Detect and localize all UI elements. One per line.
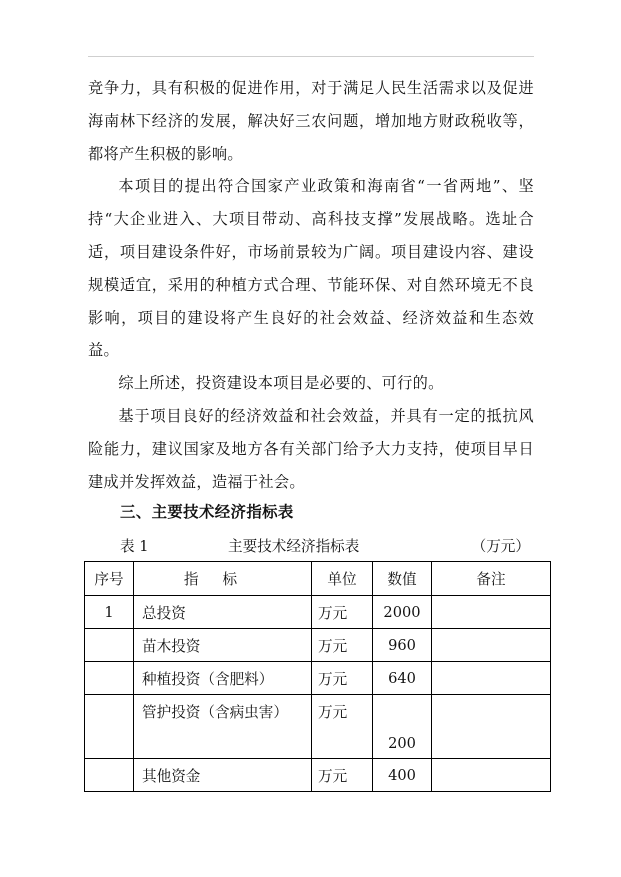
table-row <box>85 759 551 792</box>
cell-note <box>432 629 551 662</box>
table-row <box>85 629 551 662</box>
cell-value: 640 <box>373 662 432 695</box>
section-heading: 三、主要技术经济指标表 <box>120 503 294 521</box>
cell-indicator: 种植投资（含肥料） <box>134 662 312 695</box>
paragraph-4: 基于项目良好的经济效益和社会效益，并具有一定的抵抗风险能力，建议国家及地方各有关部门给予大力支持，使项目早日建成并发挥效益，造福于社会。 <box>88 406 534 491</box>
table-caption-title: 主要技术经济指标表 <box>228 538 360 555</box>
cell-indicator: 总投资 <box>134 596 312 629</box>
table-caption <box>120 535 530 557</box>
cell-seq: 1 <box>85 596 134 629</box>
cell-unit: 万元 <box>312 596 373 629</box>
cell-unit: 万元 <box>312 662 373 695</box>
cell-value: 400 <box>373 759 432 792</box>
cell-note <box>432 759 551 792</box>
header-seq: 序号 <box>85 562 134 596</box>
header-indicator: 指标 <box>134 562 312 596</box>
cell-note <box>432 662 551 695</box>
header-rule <box>88 56 534 57</box>
cell-unit: 万元 <box>312 695 373 759</box>
cell-value: 2000 <box>373 596 432 629</box>
cell-unit: 万元 <box>312 759 373 792</box>
cell-indicator: 其他资金 <box>134 759 312 792</box>
paragraph-2: 本项目的提出符合国家产业政策和海南省“一省两地”、坚持“大企业进入、大项目带动、高科技支撑”发展战略。选址合适，项目建设条件好，市场前景较为广阔。项目建设内容、建设规模适宜，采用的种植方式合理、节能环保、对自然环境无不良影响，项目的建设将产生良好的社会效益、经济效益和生态效益。 <box>88 177 534 360</box>
table-row <box>85 596 551 629</box>
header-unit: 单位 <box>312 562 373 596</box>
indicators-table <box>84 561 551 792</box>
cell-seq <box>85 662 134 695</box>
cell-seq <box>85 629 134 662</box>
table-caption-number: 表 1 <box>120 538 149 555</box>
cell-indicator: 管护投资（含病虫害） <box>134 695 312 759</box>
cell-indicator: 苗木投资 <box>134 629 312 662</box>
header-value: 数值 <box>373 562 432 596</box>
cell-value: 200 <box>373 695 432 759</box>
cell-seq <box>85 759 134 792</box>
table-row <box>85 662 551 695</box>
cell-note <box>432 695 551 759</box>
body-text <box>88 72 534 498</box>
paragraph-1: 竞争力，具有积极的促进作用，对于满足人民生活需求以及促进海南林下经济的发展，解决好三农问题，增加地方财政税收等，都将产生积极的影响。 <box>88 79 534 163</box>
header-note: 备注 <box>432 562 551 596</box>
table-row <box>85 695 551 759</box>
cell-value: 960 <box>373 629 432 662</box>
cell-note <box>432 596 551 629</box>
cell-seq <box>85 695 134 759</box>
table-caption-unit: （万元） <box>471 538 530 555</box>
paragraph-3: 综上所述，投资建设本项目是必要的、可行的。 <box>118 374 444 393</box>
cell-unit: 万元 <box>312 629 373 662</box>
table-header-row <box>85 562 551 596</box>
